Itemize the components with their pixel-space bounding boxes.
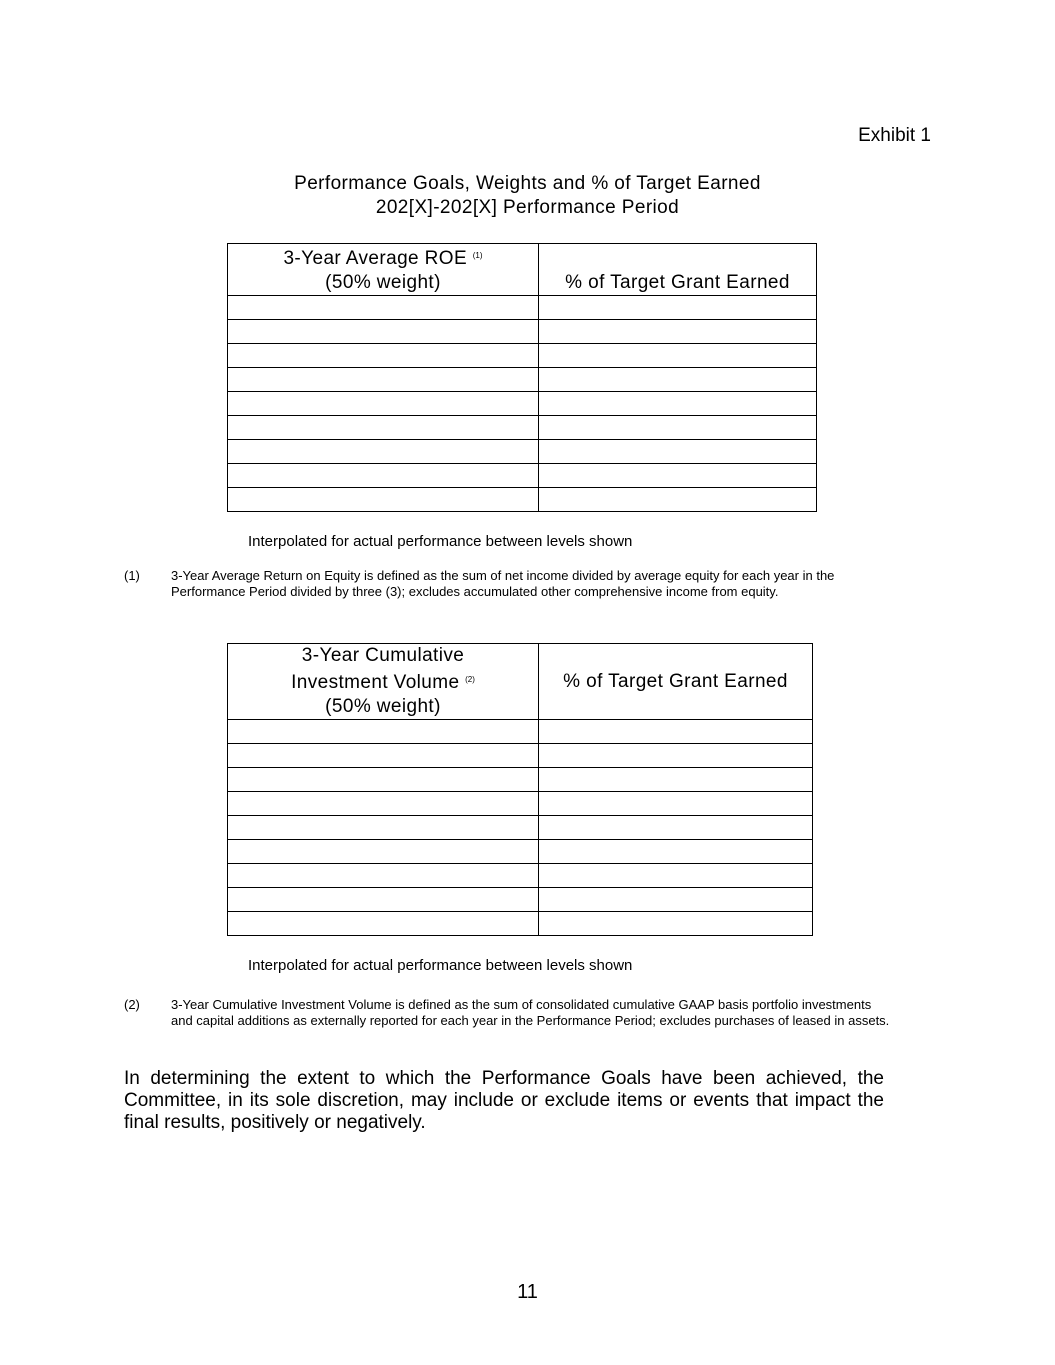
table-row	[228, 888, 813, 912]
table-cell	[228, 344, 539, 368]
table-cell	[539, 720, 813, 744]
table-row	[228, 440, 817, 464]
title-line-2: 202[X]-202[X] Performance Period	[375, 197, 680, 218]
table-row	[228, 816, 813, 840]
table-cell	[539, 792, 813, 816]
table-cell	[228, 840, 539, 864]
table-cell	[228, 296, 539, 320]
table-row	[228, 792, 813, 816]
table-cell	[539, 912, 813, 936]
roe-metric-header	[228, 244, 539, 296]
investment-target-earned-header: % of Target Grant Earned	[539, 644, 813, 720]
interpolation-note: Interpolated for actual performance between levels shown	[248, 533, 633, 550]
table-cell	[228, 440, 539, 464]
table-cell	[539, 840, 813, 864]
exhibit-label: Exhibit 1	[858, 125, 931, 146]
roe-target-earned-header: % of Target Grant Earned	[539, 244, 817, 296]
roe-metric-title: 3-Year Average ROE	[283, 248, 468, 269]
footnote-number: (2)	[124, 997, 140, 1012]
table-cell	[539, 816, 813, 840]
investment-metric-header	[228, 644, 539, 720]
table-cell	[228, 744, 539, 768]
table-cell	[228, 912, 539, 936]
table-row	[228, 912, 813, 936]
roe-metric-weight: (50% weight)	[325, 272, 441, 293]
roe-table-body	[228, 296, 817, 512]
table-row	[228, 744, 813, 768]
table-row	[228, 720, 813, 744]
title-line-1: Performance Goals, Weights and % of Target Earned	[294, 173, 761, 194]
investment-goals-table	[227, 643, 813, 936]
table-row	[228, 320, 817, 344]
table-cell	[228, 768, 539, 792]
footnote-ref-2: (2)	[465, 675, 475, 684]
table-cell	[228, 792, 539, 816]
roe-table-header-row	[228, 244, 817, 296]
table-cell	[539, 392, 817, 416]
table-row	[228, 296, 817, 320]
table-cell	[539, 864, 813, 888]
table-cell	[539, 320, 817, 344]
investment-table-header-row	[228, 644, 813, 720]
table-cell	[539, 888, 813, 912]
table-cell	[539, 768, 813, 792]
table-row	[228, 464, 817, 488]
table-cell	[539, 464, 817, 488]
table-cell	[228, 816, 539, 840]
table-row	[228, 840, 813, 864]
table-row	[228, 768, 813, 792]
closing-paragraph: In determining the extent to which the Performance Goals have been achieved, the Committee, in its sole discretion, may include or exclude items or events that impact the final results, positively or negatively.	[124, 1068, 884, 1133]
table-cell	[228, 368, 539, 392]
table-cell	[228, 320, 539, 344]
footnote-text: 3-Year Average Return on Equity is defined as the sum of net income divided by average equity for each year in the Performance Period divided by three (3); excludes accumulated other comprehensive income from equity.	[171, 568, 835, 599]
investment-metric-title-1: 3-Year Cumulative	[301, 645, 465, 666]
interpolation-note: Interpolated for actual performance between levels shown	[248, 957, 633, 974]
table-cell	[539, 296, 817, 320]
table-cell	[539, 744, 813, 768]
table-row	[228, 864, 813, 888]
table-cell	[539, 440, 817, 464]
table-cell	[539, 416, 817, 440]
footnote-ref-1: (1)	[472, 251, 483, 260]
table-cell	[539, 488, 817, 512]
investment-table-body	[228, 720, 813, 936]
table-cell	[228, 488, 539, 512]
page-title	[0, 172, 1055, 220]
table-row	[228, 368, 817, 392]
table-row	[228, 488, 817, 512]
table-cell	[539, 344, 817, 368]
table-cell	[228, 864, 539, 888]
table-row	[228, 344, 817, 368]
footnote-text: 3-Year Cumulative Investment Volume is defined as the sum of consolidated cumulative GAAP basis portfolio investments and capital additions as externally reported for each year in the Performance Period; excludes purchases of leased in assets.	[171, 997, 890, 1028]
footnote-number: (1)	[124, 568, 140, 583]
table-cell	[228, 416, 539, 440]
table-cell	[539, 368, 817, 392]
page-number: 11	[517, 1281, 538, 1303]
table-row	[228, 392, 817, 416]
investment-metric-weight: (50% weight)	[325, 696, 441, 717]
table-cell	[228, 392, 539, 416]
table-cell	[228, 888, 539, 912]
table-row	[228, 416, 817, 440]
roe-goals-table	[227, 243, 817, 512]
table-cell	[228, 720, 539, 744]
table-cell	[228, 464, 539, 488]
investment-metric-title-2: Investment Volume	[291, 672, 460, 693]
